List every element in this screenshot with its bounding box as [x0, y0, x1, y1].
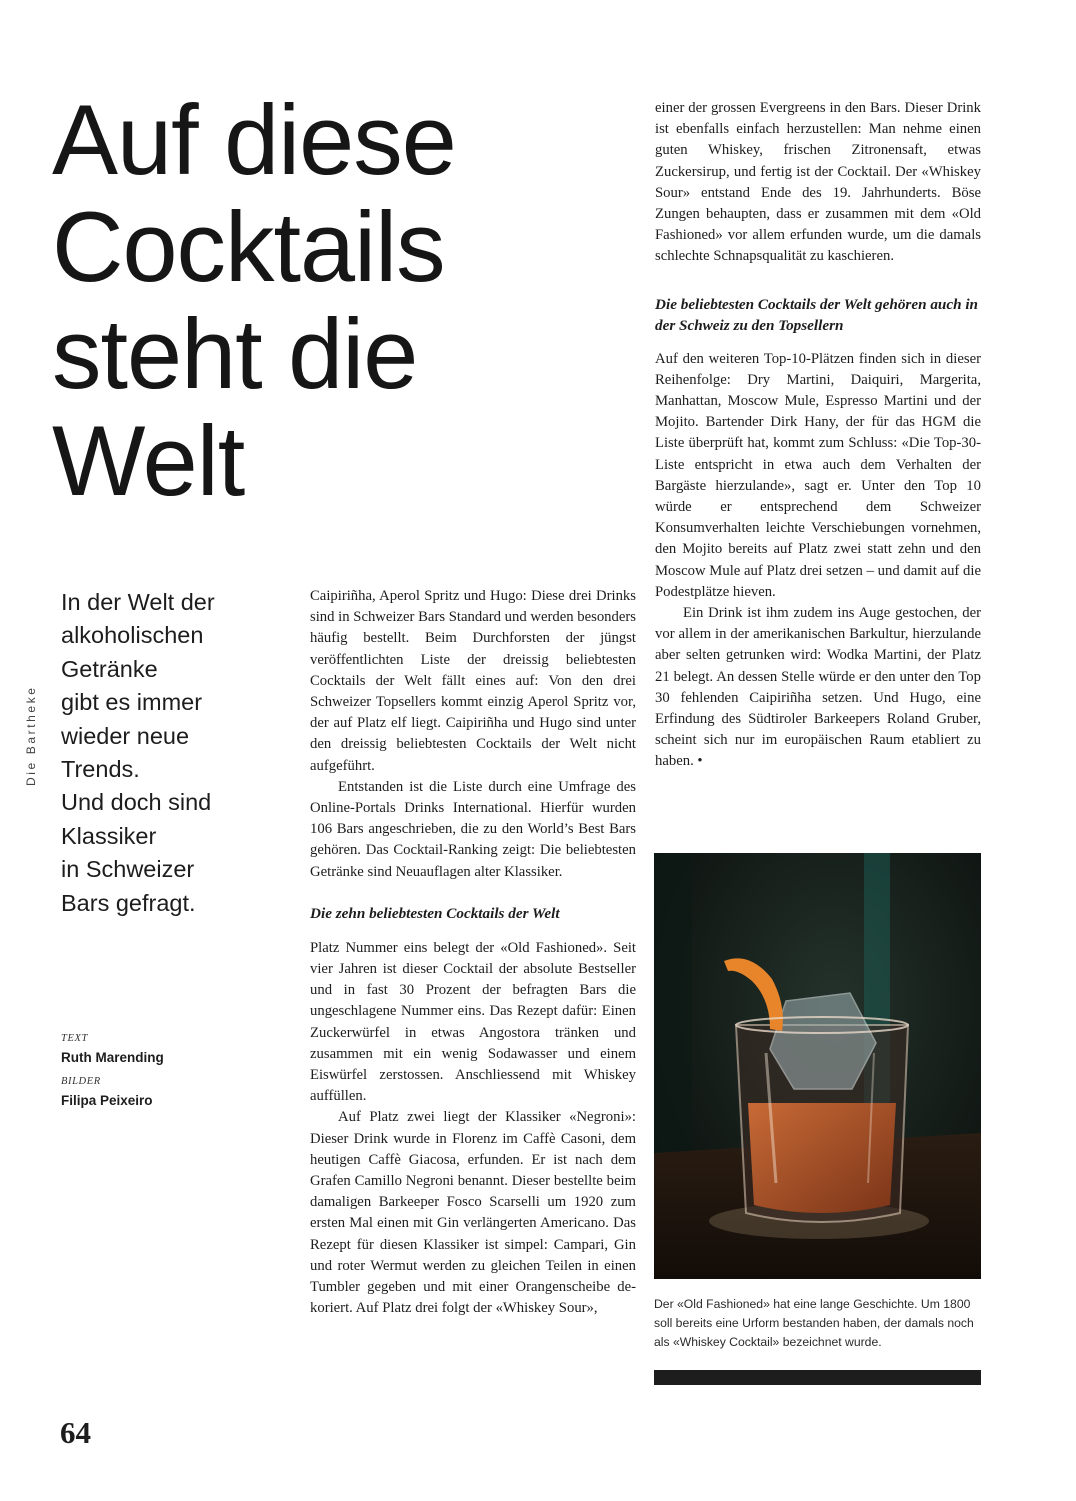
body-paragraph: Entstanden ist die Liste durch eine Umfrage des Online-Portals Drinks International. Hierfür wurden 106 Bars angeschrieben, die zu den World’s Best Bars gehören. Das Cocktail-Ranking zeigt: Die beliebtesten Getränke sind Neuauflagen alter Klassiker.: [310, 778, 636, 880]
body-paragraph: Auf den weiteren Top-10-Plätzen finden sich in dieser Reihenfolge: Dry Martini, Daiquiri, Margerita, Manhattan, Moscow Mule, Espresso Martini und der Mojito. Bartender Dirk Hany, der für das HGM die Liste überprüft hat, kommt zum Schluss: «Die Top-30-Liste entspricht in etwa auch dem Verhalten der Bargäste hierzulande», sagt er. Unter den Top 10 würde er entsprechend dem Schweizer Konsumverhalten leichte Verschiebungen vornehmen, den Mojito bereits auf Platz zwei statt zehn und den Moscow Mule auf Platz drei setzen – und damit auf die Podestplätze hieven.: [655, 350, 981, 600]
headline-line: Cocktails: [52, 191, 445, 302]
section-subheading: Die beliebtesten Cocktails der Welt gehören auch in der Schweiz zu den Topsellern: [655, 295, 979, 334]
credit-images-author: Filipa Peixeiro: [61, 1093, 153, 1108]
body-paragraph: Platz Nummer eins belegt der «Old Fashioned». Seit vier Jahren ist dieser Cocktail der absolute Bestseller und in fast 30 Prozent der befragten Bars die ungeschlagene Nummer eins. Das Rezept dafür: Einen Zuckerwürfel in etwas Angostora tränken und zusammen mit ein wenig Sodawasser und einem Eiswürfel zerstossen. Anschliessend mit Whiskey auffüllen.: [310, 939, 636, 1105]
lead-line: alkoholischen: [61, 622, 204, 649]
photo-caption: Der «Old Fashioned» hat eine lange Geschichte. Um 1800 soll bereits eine Urform bestanden haben, der damals noch als «Whiskey Cocktail» bezeichnet wurde.: [654, 1297, 974, 1349]
credit-text-label: TEXT: [61, 1033, 88, 1044]
headline-line: Welt: [52, 405, 245, 516]
lead-line: Und doch sind: [61, 789, 212, 816]
article-column-1: [310, 586, 636, 1320]
cocktail-photo: [654, 853, 981, 1279]
body-paragraph: Ein Drink ist ihm zudem ins Auge gestochen, der vor allem in der amerikanischen Barkultur, hierzulande aber selten getrunken wird: Wodka Martini, der Platz 21 belegt. An dessen Stelle würde er den unter den Top 30 fehlenden Caipiriñha setzen. Und Hugo, eine Erfindung des Südtiroler Barkeepers Roland Gruber, scheint sich nur im europäischen Raum etabliert zu haben. •: [655, 605, 981, 770]
lead-line: Getränke: [61, 655, 158, 682]
headline-line: Auf diese: [52, 84, 456, 195]
lead-line: gibt es immer: [61, 689, 203, 716]
credit-images-label: BILDER: [61, 1076, 101, 1087]
lead-line: in Schweizer: [61, 856, 195, 883]
lead-line: In der Welt der: [61, 589, 215, 615]
lead-line: Klassiker: [61, 822, 157, 849]
lead-line: wieder neue: [61, 722, 190, 749]
body-paragraph: Caipiriñha, Aperol Spritz und Hugo: Diese drei Drinks sind in Schweizer Bars Standard und werden besonders häufig bestellt. Beim Durchforsten der jüngst veröffentlichten Liste der dreissig beliebtesten Cocktails der Welt fällt eines auf: Von den drei Schweizer Topsellers kommt einzig Aperol Spritz vor, der auf Platz elf liegt. Caipiriñha und Hugo sind unter den dreissig beliebtesten Cocktails der Welt nicht aufgeführt.: [310, 588, 636, 774]
article-column-2: [655, 98, 981, 773]
page-number: 64: [60, 1415, 91, 1450]
lead-line: Bars gefragt.: [61, 889, 196, 916]
section-subheading: Die zehn beliebtesten Cocktails der Welt: [310, 904, 560, 922]
section-label: Die Bartheke: [24, 685, 38, 786]
body-paragraph: einer der grossen Evergreens in den Bars. Dieser Drink ist ebenfalls einfach herzustellen: Man nehme einen guten Whiskey, frischen Zitronensaft, etwas Zuckersirup, und fertig ist der Cocktail. Der «Whiskey Sour» entstand Ende des 19. Jahrhunderts. Böse Zungen behaupten, dass er zusammen mit dem «Old Fashioned» vor allem erfunden wurde, um die damals schlechte Schnapsqualität zu kaschieren.: [655, 100, 981, 265]
headline-line: steht die: [52, 298, 418, 409]
lead-text: [61, 586, 291, 920]
headline: [52, 86, 592, 514]
body-paragraph: Auf Platz zwei liegt der Klassiker «Negroni»: Dieser Drink wurde in Florenz im Caffè Casoni, dem heutigen Caffè Giacosa, erfunden. Er ist nach dem Grafen Camillo Negroni benannt. Dieser bestellte beim damaligen Barkeeper Fosco Scarselli um 1920 zum ersten Mal einen mit Gin verlängerten Americano. Das Rezept für diesen Klassiker ist simpel: Campari, Gin und roter Wermut werden zu gleichen Teilen in einen Tumbler gegeben und mit einer Orangenscheibe dekoriert. Auf Platz drei folgt der «Whiskey Sour»,: [310, 1109, 636, 1317]
credit-text-author: Ruth Marending: [61, 1050, 164, 1065]
footer-rule: [654, 1370, 981, 1385]
lead-line: Trends.: [61, 756, 140, 783]
credits: [61, 1031, 261, 1117]
